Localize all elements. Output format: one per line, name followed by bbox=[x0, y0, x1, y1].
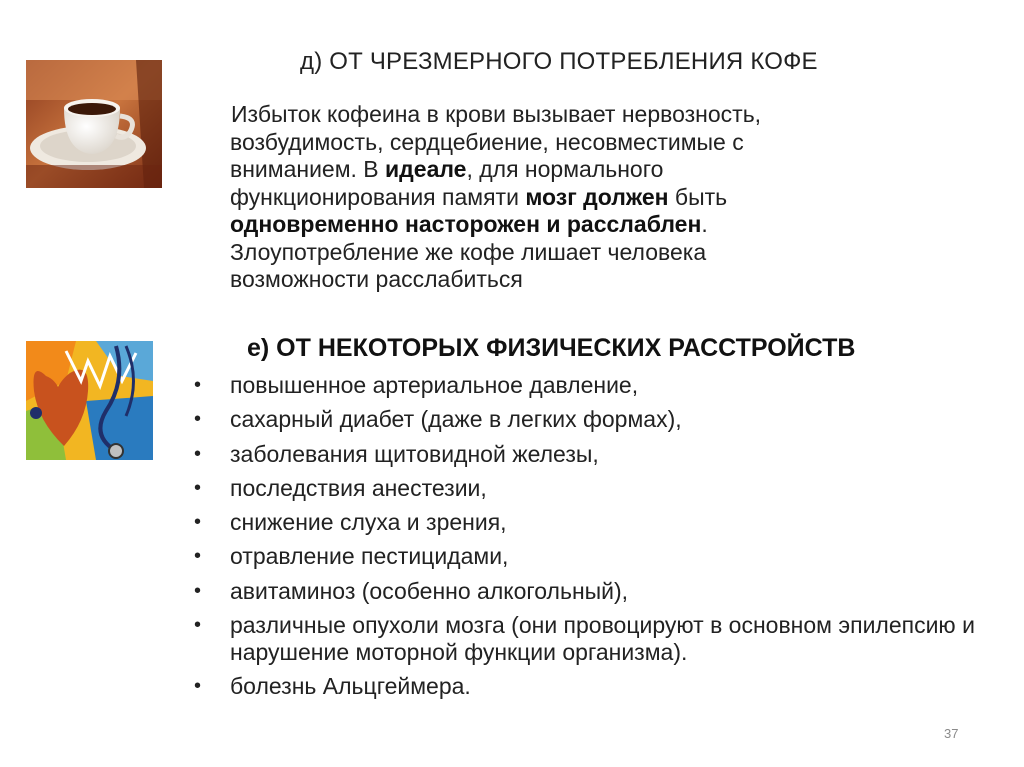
emphasis: одновременно насторожен и расслаблен bbox=[230, 211, 702, 237]
section-e-heading: е) ОТ НЕКОТОРЫХ ФИЗИЧЕСКИХ РАССТРОЙСТВ bbox=[247, 334, 856, 362]
list-item-text: заболевания щитовидной железы, bbox=[230, 440, 599, 467]
text: вниманием. В bbox=[230, 156, 386, 182]
section-d-heading: д) ОТ ЧРЕЗМЕРНОГО ПОТРЕБЛЕНИЯ КОФЕ bbox=[300, 48, 818, 75]
text: . bbox=[701, 211, 708, 237]
list-item bbox=[188, 406, 988, 433]
heart-stethoscope-image bbox=[26, 341, 153, 460]
bullet-icon: • bbox=[194, 614, 202, 637]
list-item-text: повышенное артериальное давление, bbox=[230, 372, 639, 398]
para-line bbox=[231, 101, 881, 129]
text: Избыток кофеина в крови вызывает нервозность, bbox=[231, 101, 762, 127]
text: быть bbox=[668, 183, 728, 210]
list-item bbox=[188, 509, 988, 536]
text: функционирования памяти bbox=[230, 183, 526, 210]
text: возбудимость, сердцебиение, несовместимые с bbox=[230, 128, 744, 155]
list-item bbox=[188, 612, 988, 665]
section-e-list bbox=[188, 372, 988, 707]
text: Злоупотребление же кофе лишает человека bbox=[230, 238, 707, 265]
bullet-icon: • bbox=[194, 674, 202, 697]
text: возможности расслабиться bbox=[230, 266, 523, 292]
emphasis: мозг должен bbox=[525, 183, 669, 210]
list-item-text: снижение слуха и зрения, bbox=[230, 509, 507, 536]
bullet-icon: • bbox=[194, 442, 202, 465]
list-item bbox=[188, 543, 988, 570]
para-line bbox=[230, 156, 881, 184]
bullet-icon: • bbox=[194, 579, 202, 602]
coffee-cup-image bbox=[26, 60, 162, 188]
list-item-text: сахарный диабет (даже в легких формах), bbox=[230, 406, 682, 433]
para-line bbox=[230, 211, 881, 239]
text: , для нормального bbox=[466, 156, 664, 182]
list-item bbox=[188, 372, 988, 399]
bullet-icon: • bbox=[194, 476, 202, 499]
list-item bbox=[188, 578, 988, 605]
emphasis: идеале bbox=[385, 156, 467, 182]
para-line bbox=[230, 184, 881, 212]
para-line bbox=[230, 239, 881, 267]
para-line bbox=[230, 266, 881, 294]
section-d-paragraph bbox=[231, 101, 881, 294]
list-item-text: различные опухоли мозга (они провоцируют в основном эпилепсию и нарушение моторной функции организма). bbox=[230, 612, 975, 665]
bullet-icon: • bbox=[194, 374, 202, 396]
bullet-icon: • bbox=[194, 545, 202, 568]
list-item bbox=[188, 441, 988, 468]
list-item-text: отравление пестицидами, bbox=[230, 543, 509, 570]
para-line bbox=[230, 129, 881, 157]
list-item-text: болезнь Альцгеймера. bbox=[230, 672, 471, 699]
list-item-text: авитаминоз (особенно алкогольный), bbox=[230, 577, 629, 604]
list-item-text: последствия анестезии, bbox=[230, 474, 487, 501]
list-item bbox=[188, 475, 988, 502]
page-number: 37 bbox=[944, 726, 959, 741]
list-item bbox=[188, 673, 988, 700]
bullet-icon: • bbox=[194, 511, 202, 534]
bullet-icon: • bbox=[194, 408, 202, 431]
